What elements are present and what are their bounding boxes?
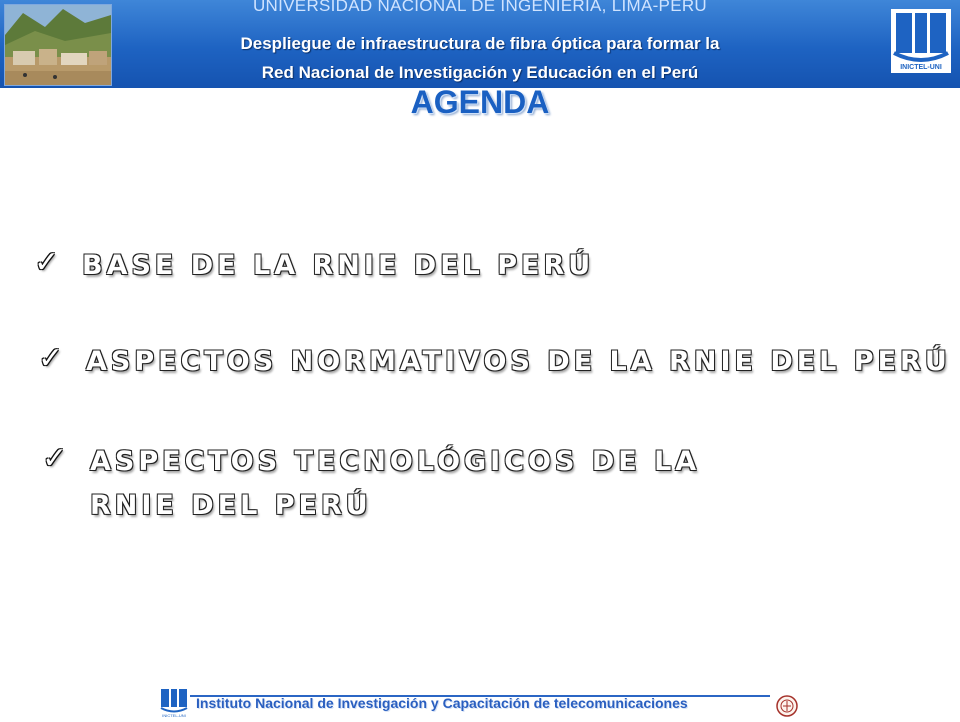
inictel-logo [891, 9, 951, 73]
agenda-item-1: BASE DE LA RNIE DEL PERÚ [82, 250, 595, 281]
footer-logo [160, 688, 188, 718]
page-title: AGENDA [410, 84, 550, 120]
agenda-item-2: ASPECTOS NORMATIVOS DE LA RNIE DEL PERÚ [86, 346, 951, 377]
checkmark-icon: ✓ [38, 341, 64, 376]
agenda-item-3-line-2: RNIE DEL PERÚ [90, 490, 372, 521]
header-banner [0, 0, 960, 88]
checkmark-icon: ✓ [42, 441, 68, 476]
footer-institute-name: Instituto Nacional de Investigación y Capacitación de telecomunicaciones [196, 695, 688, 711]
university-name: UNIVERSIDAD NACIONAL DE INGENIERIA, LIMA-PERU [252, 0, 707, 15]
subtitle-line-2: Red Nacional de Investigación y Educación en el Perú [261, 63, 699, 82]
town-landscape-photo [4, 4, 112, 86]
subtitle-line-1: Despliegue de infraestructura de fibra óptica para formar la [240, 34, 720, 53]
presentation-subtitle [150, 29, 810, 87]
footer-logo-caption: INICTEL-UNI [162, 713, 186, 718]
checkmark-icon: ✓ [34, 245, 60, 280]
logo-caption: INICTEL-UNI [900, 64, 942, 71]
agenda-item-3-line-1: ASPECTOS TECNOLÓGICOS DE LA [90, 446, 701, 477]
uni-seal-icon [775, 694, 799, 718]
